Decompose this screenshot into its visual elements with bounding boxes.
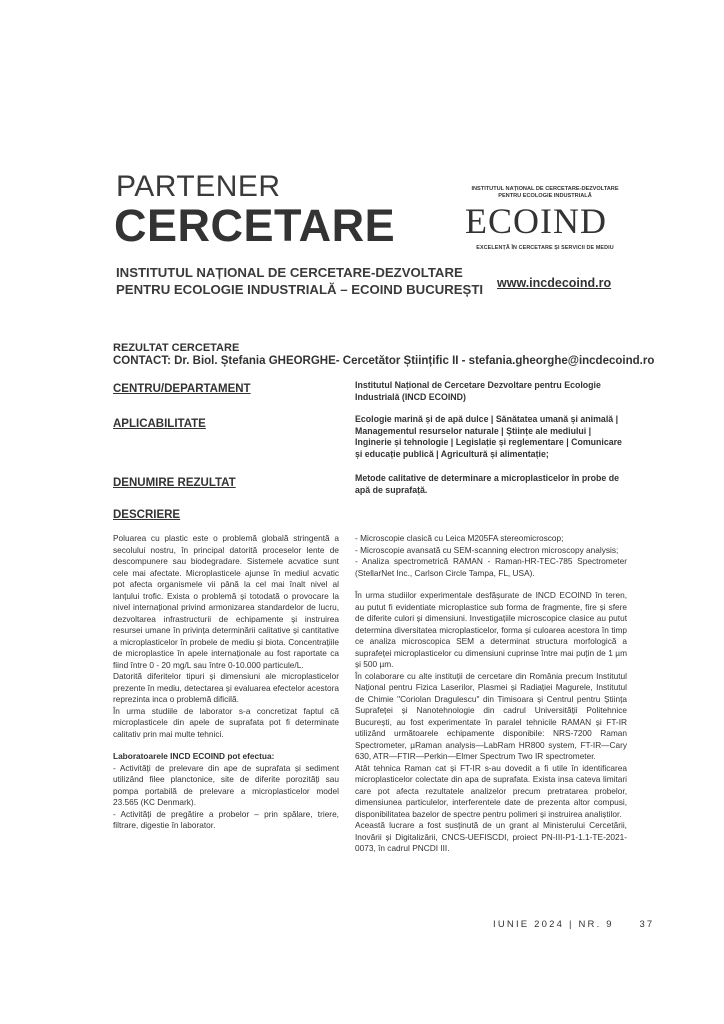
logo-tagline: EXCELENȚĂ ÎN CERCETARE ȘI SERVICII DE MEDIU [476,245,614,251]
labs-heading: Laboratoarele INCD ECOIND pot efectua: [113,751,275,761]
right-item-3: - Analiza spectrometrică RAMAN - Raman-HR-TEC-785 Spectrometer (StellarNet Inc., Carlson Circle Tampa, FL, USA). [355,556,627,578]
logo-top-line-1: INSTITUTUL NAȚIONAL DE CERCETARE-DEZVOLTARE [471,186,619,192]
left-paragraph-5: - Activități de pregătire a probelor – prin spălare, triere, filtrare, digestie în laborator. [113,808,339,830]
centru-value: Institutul Național de Cercetare Dezvoltare pentru Ecologie Industrială (INCD ECOIND) [355,380,601,402]
denumire-label: DENUMIRE REZULTAT [113,477,236,489]
ecoind-logo: ECOIND [465,201,607,241]
left-paragraph-3: În urma studiile de laborator s-a concretizat faptul că microplasticele din apele de suprafata pot fi determinate calitativ prin mai multe tehnici. [113,705,339,739]
aplicabilitate-value: Ecologie marină și de apă dulce | Sănătatea umană și animală | Managementul resurselor naturale | Științe ale mediului | Inginerie și tehnologie | Legislație și reglementare | Comunicare și educație publică | Agricultură și alimentație; [355,414,622,459]
left-paragraph-1: Poluarea cu plastic este o problemă globală stringentă a secolului nostru, în principal datorită proceselor lente de descompunere sau biodegradare. Sistemele acvatice sunt cele mai afectate. Microplasticele ajunse în mediul acvatic pot afecta organismele vii până la cel mai înalt nivel al lanțului trofic. Exista o problemă și totodată o provocare la nivel internațional privind armonizarea standardelor de lucru, dezvoltarea infrastructurii de echipamente și instruirea resursei umane în privința determinării calitative și cantitative a microplasticelor în probele de mediu și biota. Concentrațiile de microplastice în apele internaționale au fost raportate ca fiind între 0 - 20 mg/L sau între 0-10.000 particule/L. [113,533,339,670]
footer [493,919,654,930]
page-number: 37 [639,919,655,930]
result-label: REZULTAT CERCETARE [113,342,240,354]
aplicabilitate-label: APLICABILITATE [113,418,206,430]
contact-line: CONTACT: Dr. Biol. Ștefania GHEORGHE- Cercetător Științific II - stefania.gheorghe@incdecoind.ro [113,355,655,367]
left-column [113,533,339,832]
website-link[interactable]: www.incdecoind.ro [497,276,612,290]
page-title: CERCETARE [114,200,396,251]
logo-top-line-2: PENTRU ECOLOGIE INDUSTRIALĂ [498,193,592,199]
left-paragraph-4: - Activități de prelevare din ape de suprafata și sediment utilizând filee planctonice, site de diferite porozități sau pompa portabilă de prelevare a microplasticelor model 23.565 (KC Denmark). [113,762,339,807]
denumire-value: Metode calitative de determinare a microplasticelor în probe de apă de suprafață. [355,473,619,495]
left-paragraph-2: Datorită diferitelor tipuri și dimensiuni ale microplasticelor prezente în mediu, detectarea și evaluarea efectelor acestora reprezinta inca o problemă dificilă. [113,671,339,704]
logo-header-text [455,186,635,200]
right-item-1: - Microscopie clasică cu Leica M205FA stereomicroscop; [355,533,564,543]
institute-name [116,264,496,298]
kicker: PARTENER [116,170,281,203]
centru-label: CENTRU/DEPARTAMENT [113,383,251,395]
right-item-2: - Microscopie avansată cu SEM-scanning electron microscopy analysis; [355,544,619,555]
institute-line-1: INSTITUTUL NAȚIONAL DE CERCETARE-DEZVOLTARE [116,265,463,280]
descriere-label: DESCRIERE [113,509,181,521]
issue-label: IUNIE 2024 | NR. 9 [493,919,614,930]
right-paragraph-7: Această lucrare a fost susținută de un grant al Ministerului Cercetării, Inovării și Digitalizării, CNCS-UEFISCDI, proiect PN-III-P1-1.1-TE-2021-0073, în cadrul PNCDI III. [355,820,627,853]
institute-line-2: PENTRU ECOLOGIE INDUSTRIALĂ – ECOIND BUCUREȘTI [116,282,484,297]
right-column [355,533,627,855]
right-paragraph-5: În colaborare cu alte instituții de cercetare din România precum Institutul Național pentru Fizica Laserilor, Plasmei și Radiației Magurele, Institutul de Chimie "Coriolan Dragulescu" din Timisoara și Centrul pentru Știința Suprafeței și Nanotehnologie din cadrul Universității Politehnice București, au fost experimentate în paralel tehnicile RAMAN și FT-IR utilizând următoarele echipamente disponibile: NRS-7200 Raman Spectrometer, µRaman analysis—LabRam HR800 system, FT-IR—Cary 630, ATR—FTIR—Perkin—Elmer Spectrum Two IR spectrometer. [355,670,627,761]
right-paragraph-4: În urma studiilor experimentale desfășurate de INCD ECOIND în teren, au putut fi evidentiate microplastice sub forma de fragmente, fire și sfere de diferite culori și dimensiuni. Investigațiile microscopice clasice au putut determina diversitatea microplasticelor, forma și culoarea acestora în timp ce analiza microscopica SEM a determinat structura morfologică a suprafeței microplasticelor cu dimensiuni cuprinse între mai puțin de 1 µm și 500 µm. [355,590,627,669]
right-paragraph-6: Atât tehnica Raman cat și FT-IR s-au dovedit a fi utile în identificarea microplasticelor colectate din apa de suprafata. Exista insa cateva limitari care pot afecta rezultatele analizelor precum pretratarea probelor, dimensiunea particulelor, interferentele date de prezenta altor compusi, disponibilitatea bazelor de spectre pentru polimeri și instruirea analiștilor. [355,762,627,819]
